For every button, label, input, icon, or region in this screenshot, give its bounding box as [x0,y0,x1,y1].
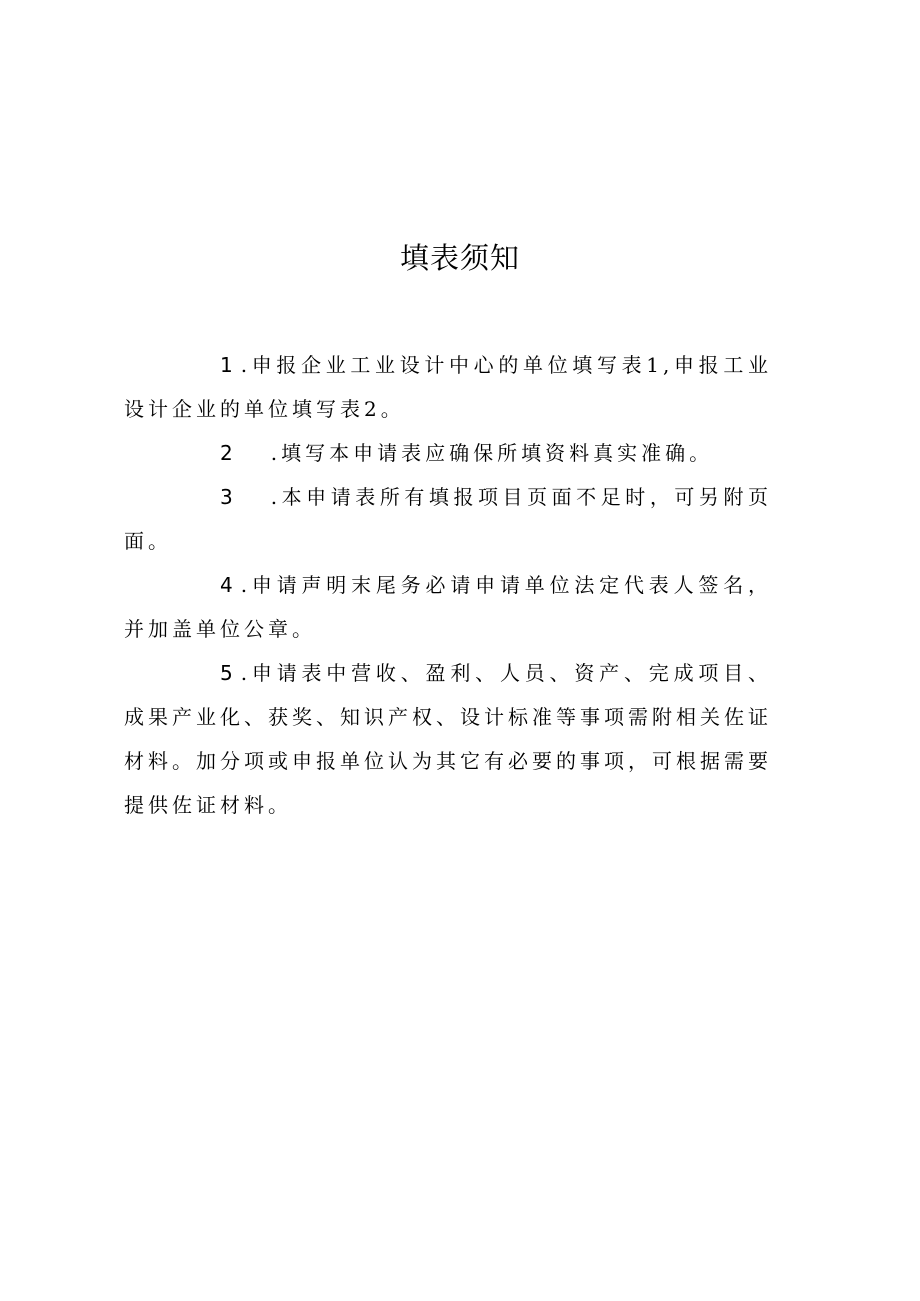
list-item [124,343,772,431]
item-number: 3 [220,485,233,509]
instructions-list [124,343,772,827]
item-text: .本申请表所有填报项目页面不足时，可另附页面。 [124,485,772,553]
item-text: .申报企业工业设计中心的单位填写表1,申报工业设计企业的单位填写表2。 [124,353,772,421]
page-title: 填表须知 [399,241,520,275]
item-text: .填写本申请表应确保所填资料真实准确。 [270,441,714,465]
item-number: 1 [220,353,233,377]
item-number: 5 [220,661,233,685]
list-item [124,431,772,475]
list-item [124,475,772,563]
list-item [124,651,772,827]
item-number: 4 [220,573,233,597]
list-item [124,563,772,651]
item-number: 2 [220,441,233,465]
item-text: .申请声明末尾务必请申请单位法定代表人签名，并加盖单位公章。 [124,573,772,641]
item-text: .申请表中营收、盈利、人员、资产、完成项目、成果产业化、获奖、知识产权、设计标准等事项需附相关佐证材料。加分项或申报单位认为其它有必要的事项，可根据需要提供佐证材料。 [124,661,772,817]
